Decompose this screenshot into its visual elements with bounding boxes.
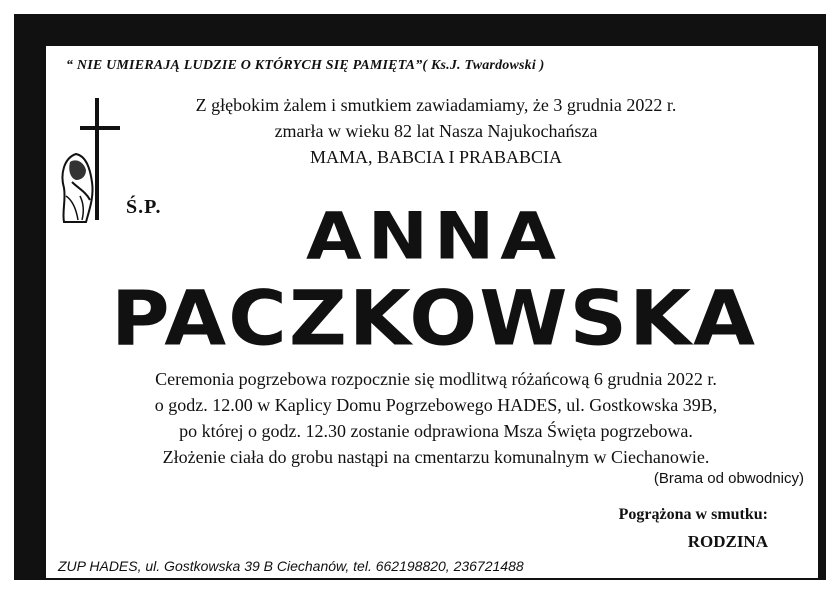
motto-quote: “ NIE UMIERAJĄ LUDZIE O KTÓRYCH SIĘ PAMIĘTA”( Ks.J. Twardowski ): [66, 58, 545, 73]
ceremony-line: Złożenie ciała do grobu nastąpi na cmentarzu komunalnym w Ciechanowie.: [162, 447, 710, 467]
gate-note: (Brama od obwodnicy): [653, 470, 804, 487]
obituary-frame: [14, 14, 826, 580]
deceased-first-name: ANNA: [306, 198, 562, 274]
family-signature: RODZINA: [687, 532, 768, 551]
ceremony-line: o godz. 12.00 w Kaplicy Domu Pogrzebowego HADES, ul. Gostkowska 39B,: [154, 395, 718, 415]
intro-line: zmarła w wieku 82 lat Nasza Najukochańsza: [274, 121, 598, 141]
ceremony-details: [86, 366, 786, 470]
intro-line: Z głębokim żalem i smutkiem zawiadamiamy, że 3 grudnia 2022 r.: [195, 95, 677, 115]
ceremony-line: Ceremonia pogrzebowa rozpocznie się modlitwą różańcową 6 grudnia 2022 r.: [155, 369, 717, 389]
memorial-prefix: Ś.P.: [126, 196, 162, 218]
deceased-last-name: PACZKOWSKA: [110, 274, 758, 363]
obituary-content: [44, 44, 820, 580]
ceremony-line: po której o godz. 12.30 zostanie odprawiona Msza Święta pogrzebowa.: [179, 421, 693, 441]
funeral-home-footer: ZUP HADES, ul. Gostkowska 39 B Ciechanów, tel. 662198820, 236721488: [58, 558, 524, 574]
intro-line: MAMA, BABCIA I PRABABCIA: [309, 147, 563, 167]
announcement-intro: [106, 92, 766, 170]
mourning-label: Pogrążona w smutku:: [618, 506, 768, 523]
